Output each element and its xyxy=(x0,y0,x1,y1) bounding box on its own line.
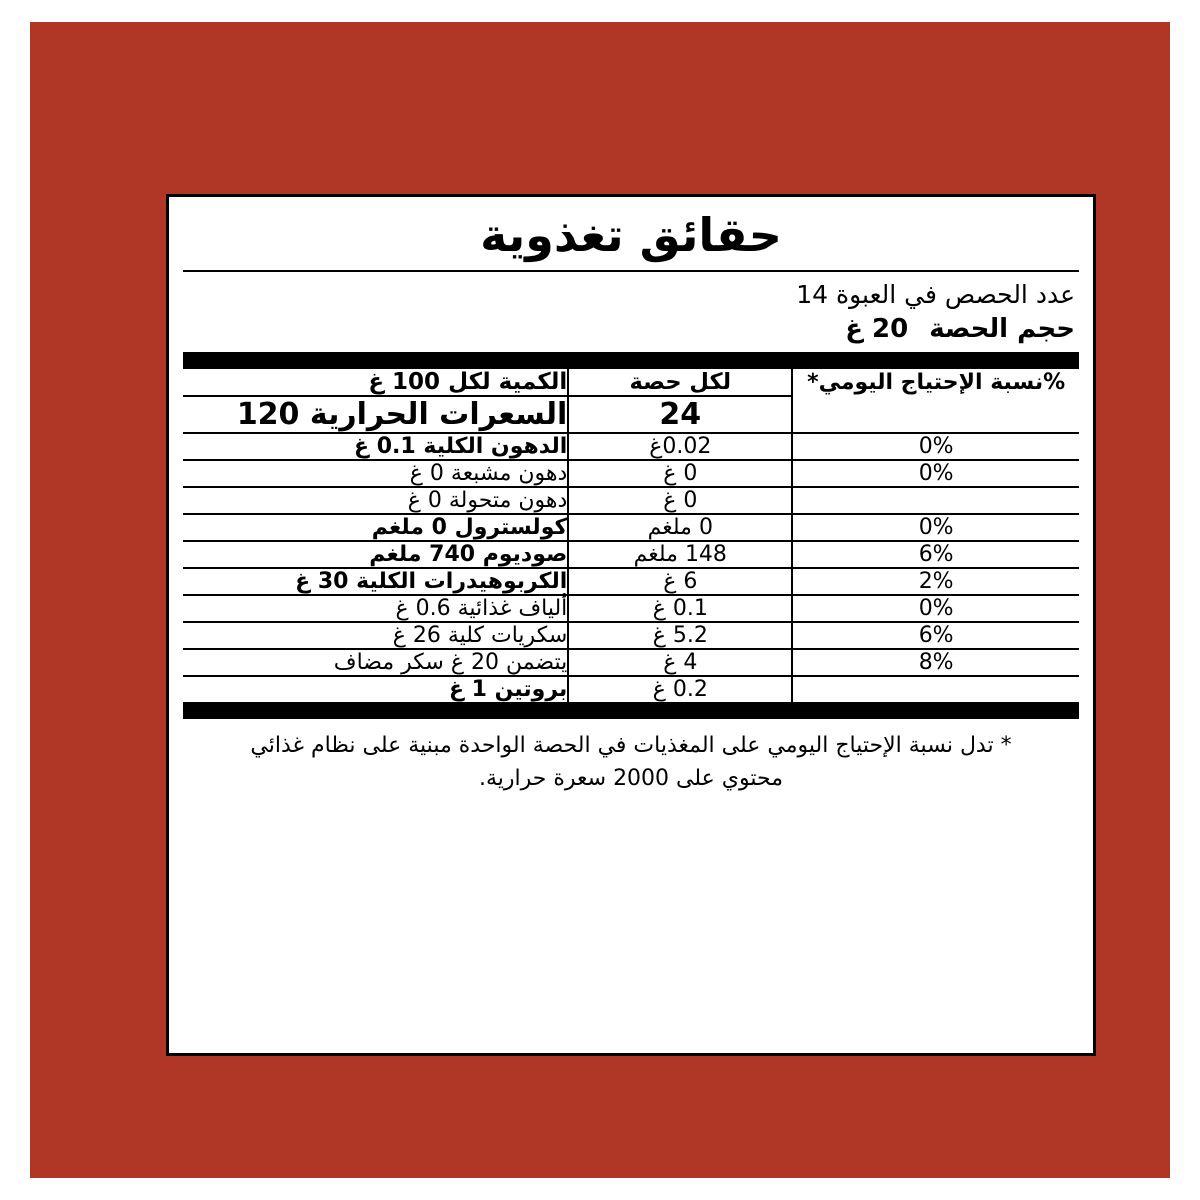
row-per-100g: دهون مشبعة 0 غ xyxy=(183,460,568,487)
table-row xyxy=(183,433,1079,460)
row-per-serving: 148 ملغم xyxy=(568,541,792,568)
row-per-100g: ألياف غذائية 0.6 غ xyxy=(183,595,568,622)
table-row xyxy=(183,460,1079,487)
serving-size-line xyxy=(187,312,1075,348)
row-daily-value: 0% xyxy=(792,595,1079,622)
row-per-serving: 0 غ xyxy=(568,487,792,514)
footnote-line-1: * تدل نسبة الإحتياج اليومي على المغذيات في الحصة الواحدة مبنية على نظام غذائي xyxy=(250,733,1012,759)
row-per-100g: يتضمن 20 غ سكر مضاف xyxy=(183,649,568,676)
red-background-frame xyxy=(30,22,1170,1178)
row-per-100g: سكريات كلية 26 غ xyxy=(183,622,568,649)
row-per-serving: 5.2 غ xyxy=(568,622,792,649)
nutrition-facts-inner xyxy=(169,197,1093,1053)
row-daily-value xyxy=(792,487,1079,514)
table-row xyxy=(183,595,1079,622)
divider-thick-top xyxy=(183,352,1079,369)
row-daily-value: 0% xyxy=(792,514,1079,541)
header-per-100g: الكمية لكل 100 غ xyxy=(368,369,568,396)
row-daily-value xyxy=(792,676,1079,702)
table-header-row xyxy=(183,369,1079,396)
header-per-serving: لكل حصة xyxy=(568,369,792,396)
nutrition-facts-panel xyxy=(166,194,1096,1056)
row-per-serving: 0 غ xyxy=(568,460,792,487)
serving-size-label: حجم الحصة xyxy=(929,314,1075,345)
row-daily-value: 0% xyxy=(792,460,1079,487)
row-per-100g: الدهون الكلية 0.1 غ xyxy=(183,433,568,460)
calories-daily-value-blank xyxy=(792,396,1079,433)
row-daily-value: 0% xyxy=(792,433,1079,460)
row-per-serving: 4 غ xyxy=(568,649,792,676)
header-daily-value: %نسبة الإحتياج اليومي* xyxy=(807,370,1066,396)
table-row xyxy=(183,622,1079,649)
row-per-serving: 0.1 غ xyxy=(568,595,792,622)
serving-size-value: 20 غ xyxy=(845,314,909,345)
row-per-serving: 0.2 غ xyxy=(568,676,792,702)
row-per-100g: صوديوم 740 ملغم xyxy=(183,541,568,568)
divider-thick-bottom xyxy=(183,702,1079,719)
row-daily-value: 6% xyxy=(792,622,1079,649)
table-row xyxy=(183,487,1079,514)
row-per-100g: دهون متحولة 0 غ xyxy=(183,487,568,514)
page-title: حقائق تغذوية xyxy=(480,208,782,262)
table-row xyxy=(183,541,1079,568)
row-per-serving: 0.02غ xyxy=(568,433,792,460)
row-per-serving: 0 ملغم xyxy=(568,514,792,541)
table-row xyxy=(183,568,1079,595)
table-row xyxy=(183,676,1079,702)
calories-per-serving: 24 xyxy=(568,396,792,433)
table-row xyxy=(183,514,1079,541)
serving-info-block xyxy=(183,272,1079,352)
row-per-100g: بروتين 1 غ xyxy=(183,676,568,702)
calories-row xyxy=(183,396,1079,433)
row-per-serving: 6 غ xyxy=(568,568,792,595)
footnote-line-2: محتوي على 2000 سعرة حرارية. xyxy=(478,766,784,792)
row-per-100g: الكربوهيدرات الكلية 30 غ xyxy=(183,568,568,595)
calories-per-100g: السعرات الحرارية 120 xyxy=(183,396,568,433)
servings-per-container: عدد الحصص في العبوة 14 xyxy=(796,279,1075,309)
row-daily-value: 8% xyxy=(792,649,1079,676)
nutrition-table xyxy=(183,369,1079,702)
table-row xyxy=(183,649,1079,676)
row-daily-value: 6% xyxy=(792,541,1079,568)
row-per-100g: كولسترول 0 ملغم xyxy=(183,514,568,541)
footnote xyxy=(183,719,1079,795)
row-daily-value: 2% xyxy=(792,568,1079,595)
